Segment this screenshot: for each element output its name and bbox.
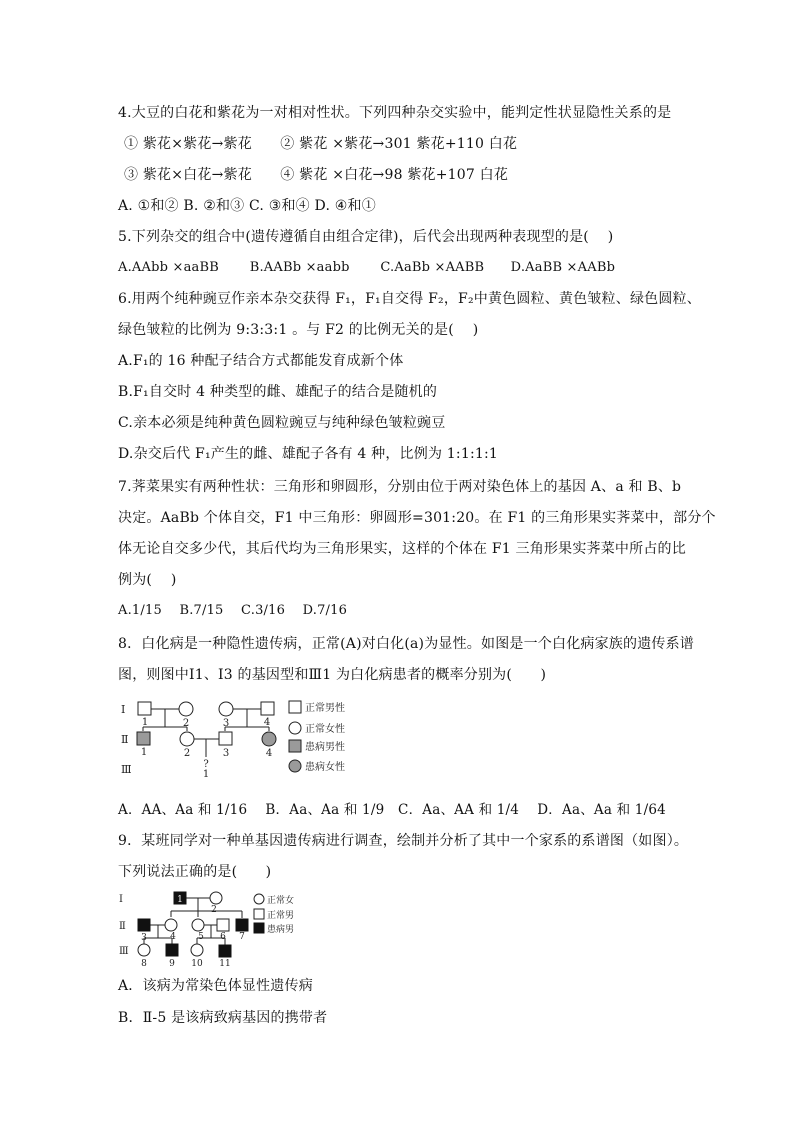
- ped8-num-I4: 4: [263, 717, 271, 728]
- ped9-num-9: 9: [169, 959, 175, 969]
- q4-crosses-row1: ① 紫花×紫花→紫花 ② 紫花 ×紫花→301 紫花+110 白花: [124, 136, 518, 152]
- q9-stem-line2: 下列说法正确的是( ): [118, 864, 272, 880]
- ped9-num-1: 1: [177, 895, 183, 905]
- q6-option-a: A.F₁的 16 种配子结合方式都能发育成新个体: [118, 353, 404, 369]
- ped9-III8-normal-female: [138, 944, 150, 956]
- ped8-legend-normal-male-symbol: [289, 701, 301, 713]
- q9-option-a: A．该病为常染色体显性遗传病: [118, 978, 313, 994]
- ped8-II1-affected-male: [137, 732, 150, 745]
- ped9-II3-affected-male: [138, 919, 150, 931]
- ped9-II4-normal-female: [165, 919, 177, 931]
- q6-stem-line2: 绿色皱粒的比例为 9:3:3:1 。与 F2 的比例无关的是( ): [118, 322, 479, 338]
- q8-pedigree-diagram: [115, 697, 365, 783]
- ped8-legend-affected-male-symbol: [289, 740, 301, 752]
- ped8-gen-label-3: Ⅲ: [121, 763, 132, 776]
- ped8-legend-normal-male: 正常男性: [305, 703, 345, 714]
- ped9-num-11: 11: [219, 959, 231, 969]
- ped8-num-II4: 4: [265, 748, 273, 759]
- q7-stem-line1: 7.荠菜果实有两种性状：三角形和卵圆形，分别由位于两对染色体上的基因 A、a 和 B、b: [118, 479, 682, 495]
- ped8-gen-label-1: Ⅰ: [121, 703, 126, 716]
- ped9-gen-label-2: Ⅱ: [119, 921, 126, 932]
- ped8-num-I2: 2: [182, 718, 190, 729]
- ped9-II5-normal-female: [192, 919, 204, 931]
- ped8-II2-normal-female: [180, 732, 194, 746]
- q9-option-b: B．Ⅱ-5 是该病致病基因的携带者: [118, 1010, 328, 1026]
- q7-stem-line4: 例为( ): [118, 572, 177, 588]
- q4-options: A. ①和② B. ②和③ C. ③和④ D. ④和①: [118, 198, 376, 214]
- ped8-num-III1: 1: [202, 769, 210, 780]
- ped8-legend-normal-female: 正常女性: [305, 724, 345, 735]
- q9-pedigree-diagram: [115, 889, 315, 969]
- ped8-I4-normal-male: [261, 702, 274, 715]
- ped9-num-5: 5: [198, 932, 204, 942]
- ped9-num-4: 4: [170, 932, 176, 942]
- ped9-num-3: 3: [141, 933, 147, 943]
- ped9-num-7: 7: [239, 932, 245, 942]
- q6-option-d: D.杂交后代 F₁产生的雌、雄配子各有 4 种，比例为 1:1:1:1: [118, 446, 498, 462]
- ped9-legend-affected-male-symbol: [254, 923, 264, 933]
- ped8-num-I3: 3: [222, 718, 230, 729]
- ped8-gen-label-2: Ⅱ: [121, 733, 129, 746]
- q5-options: A.AAbb ×aaBB B.AABb ×aabb C.AaBb ×AABB D.AaBB ×AABb: [118, 260, 616, 275]
- q8-stem-line2: 图，则图中Ⅰ1、Ⅰ3 的基因型和Ⅲ1 为白化病患者的概率分别为( ): [118, 667, 547, 683]
- ped9-num-6: 6: [220, 932, 226, 942]
- q6-stem-line1: 6.用两个纯种豌豆作亲本杂交获得 F₁，F₁自交得 F₂，F₂中黄色圆粒、黄色皱粒、绿色圆粒、: [118, 291, 701, 307]
- ped9-legend-normal-female-symbol: [254, 894, 264, 904]
- ped9-num-10: 10: [191, 959, 203, 969]
- ped8-I3-normal-female: [219, 702, 233, 716]
- q7-options: A.1/15 B.7/15 C.3/16 D.7/16: [118, 603, 348, 618]
- ped8-II4-affected-female: [262, 732, 276, 746]
- ped9-num-2: 2: [211, 905, 217, 915]
- ped9-gen-label-3: Ⅲ: [119, 946, 129, 957]
- q8-options: A．AA、Aa 和 1/16 B．Aa、Aa 和 1/9 C．Aa、AA 和 1/4 D．Aa、Aa 和 1/64: [118, 802, 666, 818]
- ped9-num-8: 8: [141, 959, 147, 969]
- ped9-legend-normal-female: 正常女: [267, 896, 295, 906]
- ped8-num-I1: 1: [141, 717, 149, 728]
- ped9-legend-normal-male-symbol: [254, 909, 264, 919]
- q6-option-c: C.亲本必须是纯种黄色圆粒豌豆与纯种绿色皱粒豌豆: [118, 415, 446, 431]
- ped9-III10-normal-female: [191, 944, 203, 956]
- q4-stem: 4.大豆的白花和紫花为一对相对性状。下列四种杂交实验中，能判定性状显隐性关系的是: [118, 105, 672, 121]
- ped9-legend-normal-male: 正常男: [267, 911, 295, 921]
- ped9-I2-normal-female: [210, 892, 222, 904]
- ped8-num-II1: 1: [140, 747, 148, 758]
- q7-stem-line3: 体无论自交多少代，其后代均为三角形果实，这样的个体在 F1 三角形果实荠菜中所占的比: [118, 541, 686, 557]
- ped8-num-II2: 2: [183, 748, 191, 759]
- ped8-unknown-mark: ?: [203, 759, 209, 770]
- ped9-II7-affected-male: [236, 919, 248, 931]
- q7-stem-line2: 决定。AaBb 个体自交，F1 中三角形：卵圆形=301:20。在 F1 的三角形果实荠菜中，部分个: [118, 510, 716, 526]
- q6-option-b: B.F₁自交时 4 种类型的雌、雄配子的结合是随机的: [118, 384, 438, 400]
- ped9-II6-normal-male: [217, 919, 229, 931]
- ped8-num-II3: 3: [222, 748, 230, 759]
- ped8-I2-normal-female: [179, 702, 193, 716]
- ped8-legend-affected-female-symbol: [289, 760, 301, 772]
- ped8-I1-normal-male: [138, 702, 151, 715]
- q8-stem-line1: 8．白化病是一种隐性遗传病，正常(A)对白化(a)为显性。如图是一个白化病家族的遗传系谱: [118, 636, 695, 652]
- ped9-legend-affected-male: 患病男: [267, 925, 295, 935]
- ped8-II3-normal-male: [219, 732, 232, 745]
- q4-crosses-row2: ③ 紫花×白花→紫花 ④ 紫花 ×白花→98 紫花+107 白花: [124, 167, 509, 183]
- ped9-III11-affected-male: [219, 945, 231, 957]
- ped8-legend-affected-male: 患病男性: [305, 742, 345, 753]
- ped9-III9-affected-male: [166, 944, 178, 956]
- q9-stem-line1: 9．某班同学对一种单基因遗传病进行调查，绘制并分析了其中一个家系的系谱图（如图）。: [118, 833, 689, 849]
- ped8-legend-normal-female-symbol: [289, 722, 301, 734]
- ped9-gen-label-1: Ⅰ: [119, 894, 123, 905]
- ped8-legend-affected-female: 患病女性: [305, 762, 345, 773]
- q5-stem: 5.下列杂交的组合中(遗传遵循自由组合定律)，后代会出现两种表现型的是( ): [118, 229, 614, 245]
